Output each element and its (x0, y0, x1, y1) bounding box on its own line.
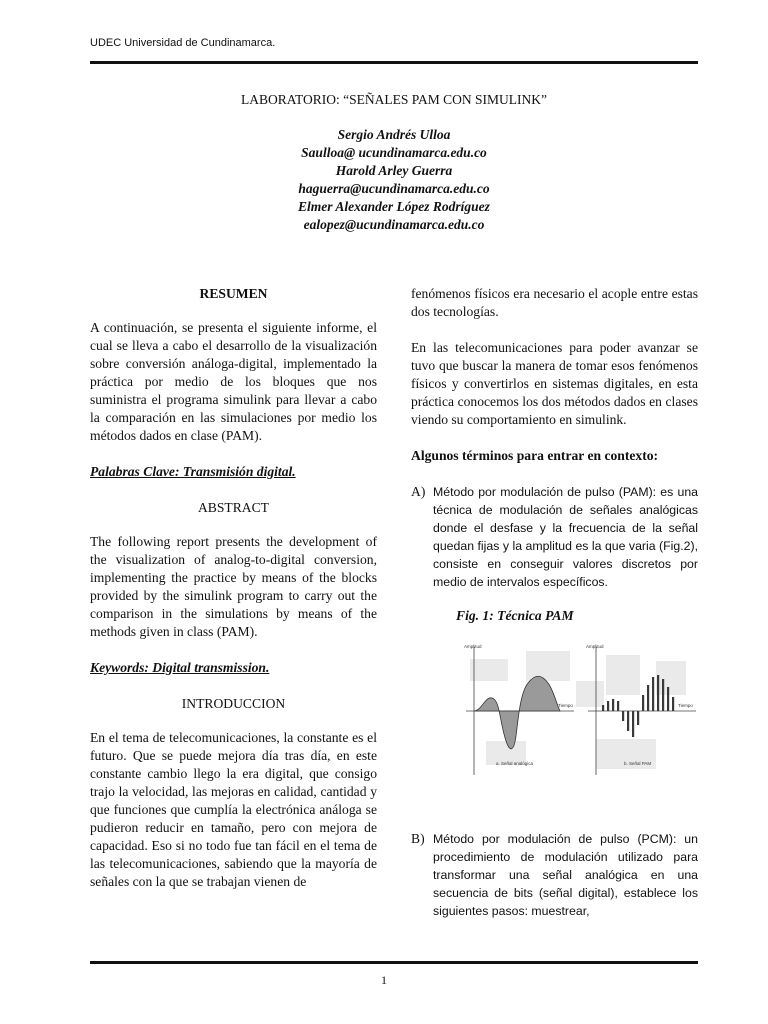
left-axis-label: Amplitud (464, 644, 482, 649)
author-name: Sergio Andrés Ulloa (337, 127, 451, 142)
page-number: 1 (381, 973, 387, 987)
title-rest: : “SEÑALES PAM CON SIMULINK” (336, 92, 548, 107)
abstract-body: The following report presents the development of the visualization of analog-to-digital conversion, implementing the practice by means of the blocks provided by the simulink program to carry out the comparison in the simulations by means of the methods given in class (PAM). (90, 534, 377, 639)
list-label: B) (411, 831, 425, 846)
right-column (411, 285, 698, 936)
abstract-heading: ABSTRACT (197, 500, 269, 515)
right-caption: b. Señal PAM (624, 761, 652, 766)
author-email: haguerra@ucundinamarca.edu.co (298, 181, 490, 196)
resumen-keywords: Palabras Clave: Transmisión digital. (90, 464, 296, 479)
footer-rule (90, 961, 698, 964)
intro-paragraph-2: En las telecomunicaciones para poder avanzar se tuvo que buscar la manera de tomar esos fenómenos físicos y convertirlos en sistemas digitales, en esta práctica conocemos los dos métodos dados en clases viendo su comportamiento en simulink. (411, 340, 698, 427)
list-text: Método por modulación de pulso (PCM): un procedimiento de modulación utilizado para transformar una señal analógica en una secuencia de bits (señal digital), establece los siguientes pasos: muestrear, (433, 832, 698, 918)
left-caption: a. Señal analógica (496, 761, 534, 766)
right-axis-label: Amplitud (586, 644, 604, 649)
list-label: A) (411, 484, 426, 499)
intro-continuation: fenómenos físicos era necesario el acople entre estas dos tecnologías. (411, 286, 698, 319)
title-prefix: LABORATORIO (240, 92, 336, 107)
running-header: UDEC Universidad de Cundinamarca. (90, 37, 276, 49)
list-item-a (411, 483, 698, 591)
header-rule (90, 61, 698, 64)
author-email: ealopez@ucundinamarca.edu.co (303, 217, 485, 232)
intro-body: En el tema de telecomunicaciones, la constante es el futuro. Que se puede mejora día tras día, en este constante cambio llego la era digital, que consigo trajo la velocidad, las mejoras en calidad, cantidad y que funciones que cumplía la electrónica análoga se pudieron reducir en tamaño, pero con mejora de capacidad. Eso si no todo fue tan fácil en el tema de las telecomunicaciones, sabiendo que la mayoría de señales con la que se trabajan vienen de (90, 730, 377, 889)
author-name: Harold Arley Guerra (335, 163, 453, 178)
intro-heading: INTRODUCCION (181, 696, 286, 711)
abstract-keywords: Keywords: Digital transmission. (90, 660, 270, 675)
figure-caption: Fig. 1: Técnica PAM (456, 608, 574, 623)
resumen-heading: RESUMEN (199, 286, 268, 301)
context-heading: Algunos términos para entrar en contexto: (411, 448, 659, 463)
left-column (90, 285, 377, 909)
paper-title (90, 92, 698, 108)
left-time-label: Tiempo (558, 703, 573, 708)
resumen-body: A continuación, se presenta el siguiente informe, el cual se lleva a cabo el desarrollo de la visualización sobre conversión análoga-digital, implementado la práctica por medio de los bloques que nos suministra el programa simulink para llevar a cabo la comparación en las simulaciones por medio los métodos dados en clase (PAM). (90, 320, 377, 443)
right-time-label: Tiempo (678, 703, 693, 708)
author-email: Saulloa@ ucundinamarca.edu.co (301, 145, 487, 160)
pam-figure (456, 641, 698, 781)
list-text: Método por modulación de pulso (PAM): es una técnica de modulación de señales analógicas donde el desfase y la frecuencia de la señal quedan fijas y la amplitud es la que varia (Fig.2), consiste en conseguir valores discretos por medio de intervalos específicos. (433, 485, 698, 589)
author-block (90, 126, 698, 234)
list-item-b (411, 830, 698, 920)
author-name: Elmer Alexander López Rodríguez (298, 199, 490, 214)
